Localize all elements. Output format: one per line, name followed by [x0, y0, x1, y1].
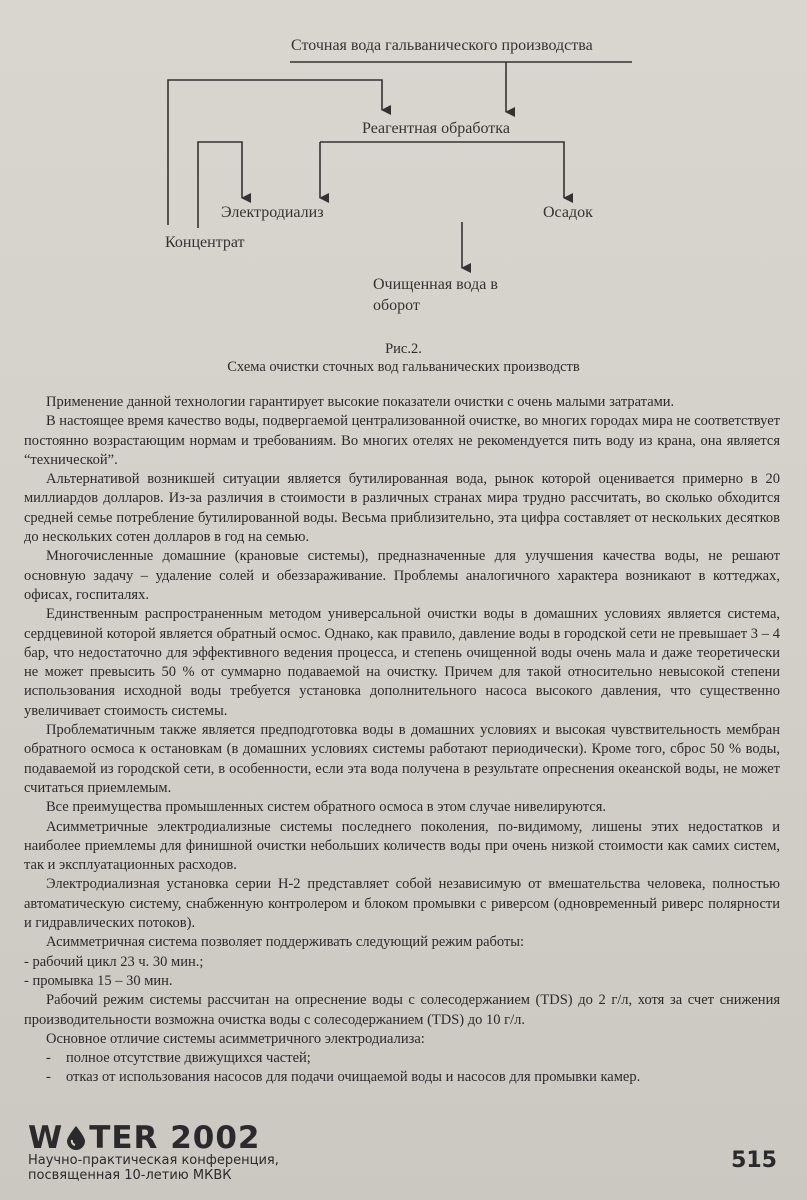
paragraph: Все преимущества промышленных систем обратного осмоса в этом случае нивелируются.	[46, 799, 606, 816]
paragraph: Многочисленные домашние (крановые системы), предназначенные для улучшения качества воды, не решают основную задачу – удаление солей и обеззараживание. Проблемы аналогичного характера возникают в коттеджах, офисах, госпиталях.	[24, 548, 780, 603]
logo-letter-w: W	[28, 1120, 64, 1156]
difference-list	[24, 1049, 780, 1088]
node-concentrate: Концентрат	[165, 234, 245, 251]
mode-line: - рабочий цикл 23 ч. 30 мин.;	[24, 953, 204, 970]
figure-caption: Схема очистки сточных вод гальванических производств	[227, 359, 580, 375]
page-number: 515	[731, 1148, 777, 1173]
conference-subtitle	[28, 1153, 428, 1183]
paragraph: Асимметричная система позволяет поддерживать следующий режим работы:	[46, 934, 525, 951]
subtitle-line: посвященная 10-летию МКВК	[28, 1168, 232, 1183]
list-marker: -	[46, 1069, 51, 1086]
paragraph: Рабочий режим системы рассчитан на опреснение воды с солесодержанием (TDS) до 2 г/л, хотя за счет снижения производительности возможна очистка воды с солесодержанием (TDS) до 10 г/л.	[24, 992, 780, 1028]
water-drop-icon	[63, 1124, 89, 1150]
diagram-title: Сточная вода гальванического производства	[291, 37, 593, 54]
article-body	[24, 393, 780, 1088]
node-clean-water-line1: Очищенная вода в	[373, 276, 498, 293]
paragraph: Электродиализная установка серии Н-2 представляет собой независимую от вмешательства человека, полностью автоматическую систему, снабженную контролером и блоком промывки с риверсом (одновременный риверс полярности и гидравлических потоков).	[24, 876, 780, 932]
paragraph: Основное отличие системы асимметричного электродиализа:	[46, 1030, 425, 1047]
paragraph: Асимметричные электродиализные системы последнего поколения, по-видимому, лишены этих недостатков и наиболее приемлемы для финишной очистки небольших количеств воды при очень низкой стоимости как самих систем, так и эксплуатационных расходов.	[24, 818, 780, 874]
node-sediment: Осадок	[543, 204, 593, 221]
list-item-text: отказ от использования насосов для подачи очищаемой воды и насосов для промывки камер.	[66, 1069, 641, 1086]
paragraph: Применение данной технологии гарантирует высокие показатели очистки с очень малыми затратами.	[46, 394, 675, 410]
logo-text: TER 2002	[89, 1120, 261, 1156]
list-marker: -	[46, 1050, 51, 1067]
node-clean-water-line2: оборот	[373, 297, 420, 314]
conference-logo	[28, 1120, 260, 1156]
paragraph: Проблематичным также является предподготовка воды в домашних условиях и высокая чувствительность мембран обратного осмоса к остановкам (в домашних условиях системы работают периодически). Кроме того, сброс 50 % воды, подаваемой из городской сети, в особенности, если эта вода получена в результате опреснения океанской воды, не может считаться приемлемым.	[24, 722, 780, 796]
paragraph: Альтернативой возникшей ситуации является бутилированная вода, рынок которой оценивается примерно в 20 миллиардов долларов. Из-за различия в стоимости в различных странах мира трудно рассчитать, во сколько обходится средней семье потребление бутилированной воды. Весьма приблизительно, эта цифра составляет от нескольких десятков до нескольких сотен долларов в год на семью.	[24, 471, 780, 546]
flow-diagram	[0, 0, 807, 375]
figure-label: Рис.2.	[385, 341, 422, 357]
mode-line: - промывка 15 – 30 мин.	[24, 972, 173, 989]
paragraph: Единственным распространенным методом универсальной очистки воды в домашних условиях является система, сердцевиной которой является обратный осмос. Однако, как правило, давление воды в городской сети не превышает 3 – 4 бар, что недостаточно для эффективного ведения процесса, и степень очищенной воды очень мала и даже теоретически не может превысить 50 % от суммарно подаваемой на очистку. Причем для такой относительно невысокой степени использования исходной воды требуется установка дополнительного насоса высокого давления, что существенно увеличивает стоимость системы.	[24, 606, 780, 719]
node-reagent-treatment: Реагентная обработка	[362, 120, 510, 137]
list-item	[24, 1068, 780, 1087]
line-reagent-to-sediment	[320, 142, 564, 198]
list-item	[24, 1049, 780, 1068]
subtitle-line: Научно-практическая конференция,	[28, 1153, 279, 1168]
paragraph: В настоящее время качество воды, подвергаемой централизованной очистке, во многих городах мира не соответствует постоянно возрастающим нормам и требованиям. Во многих отелях не рекомендуется пить воду из крана, она является “технической”.	[24, 413, 780, 468]
node-electrodialysis: Электродиализ	[221, 204, 324, 221]
list-item-text: полное отсутствие движущихся частей;	[66, 1050, 311, 1067]
